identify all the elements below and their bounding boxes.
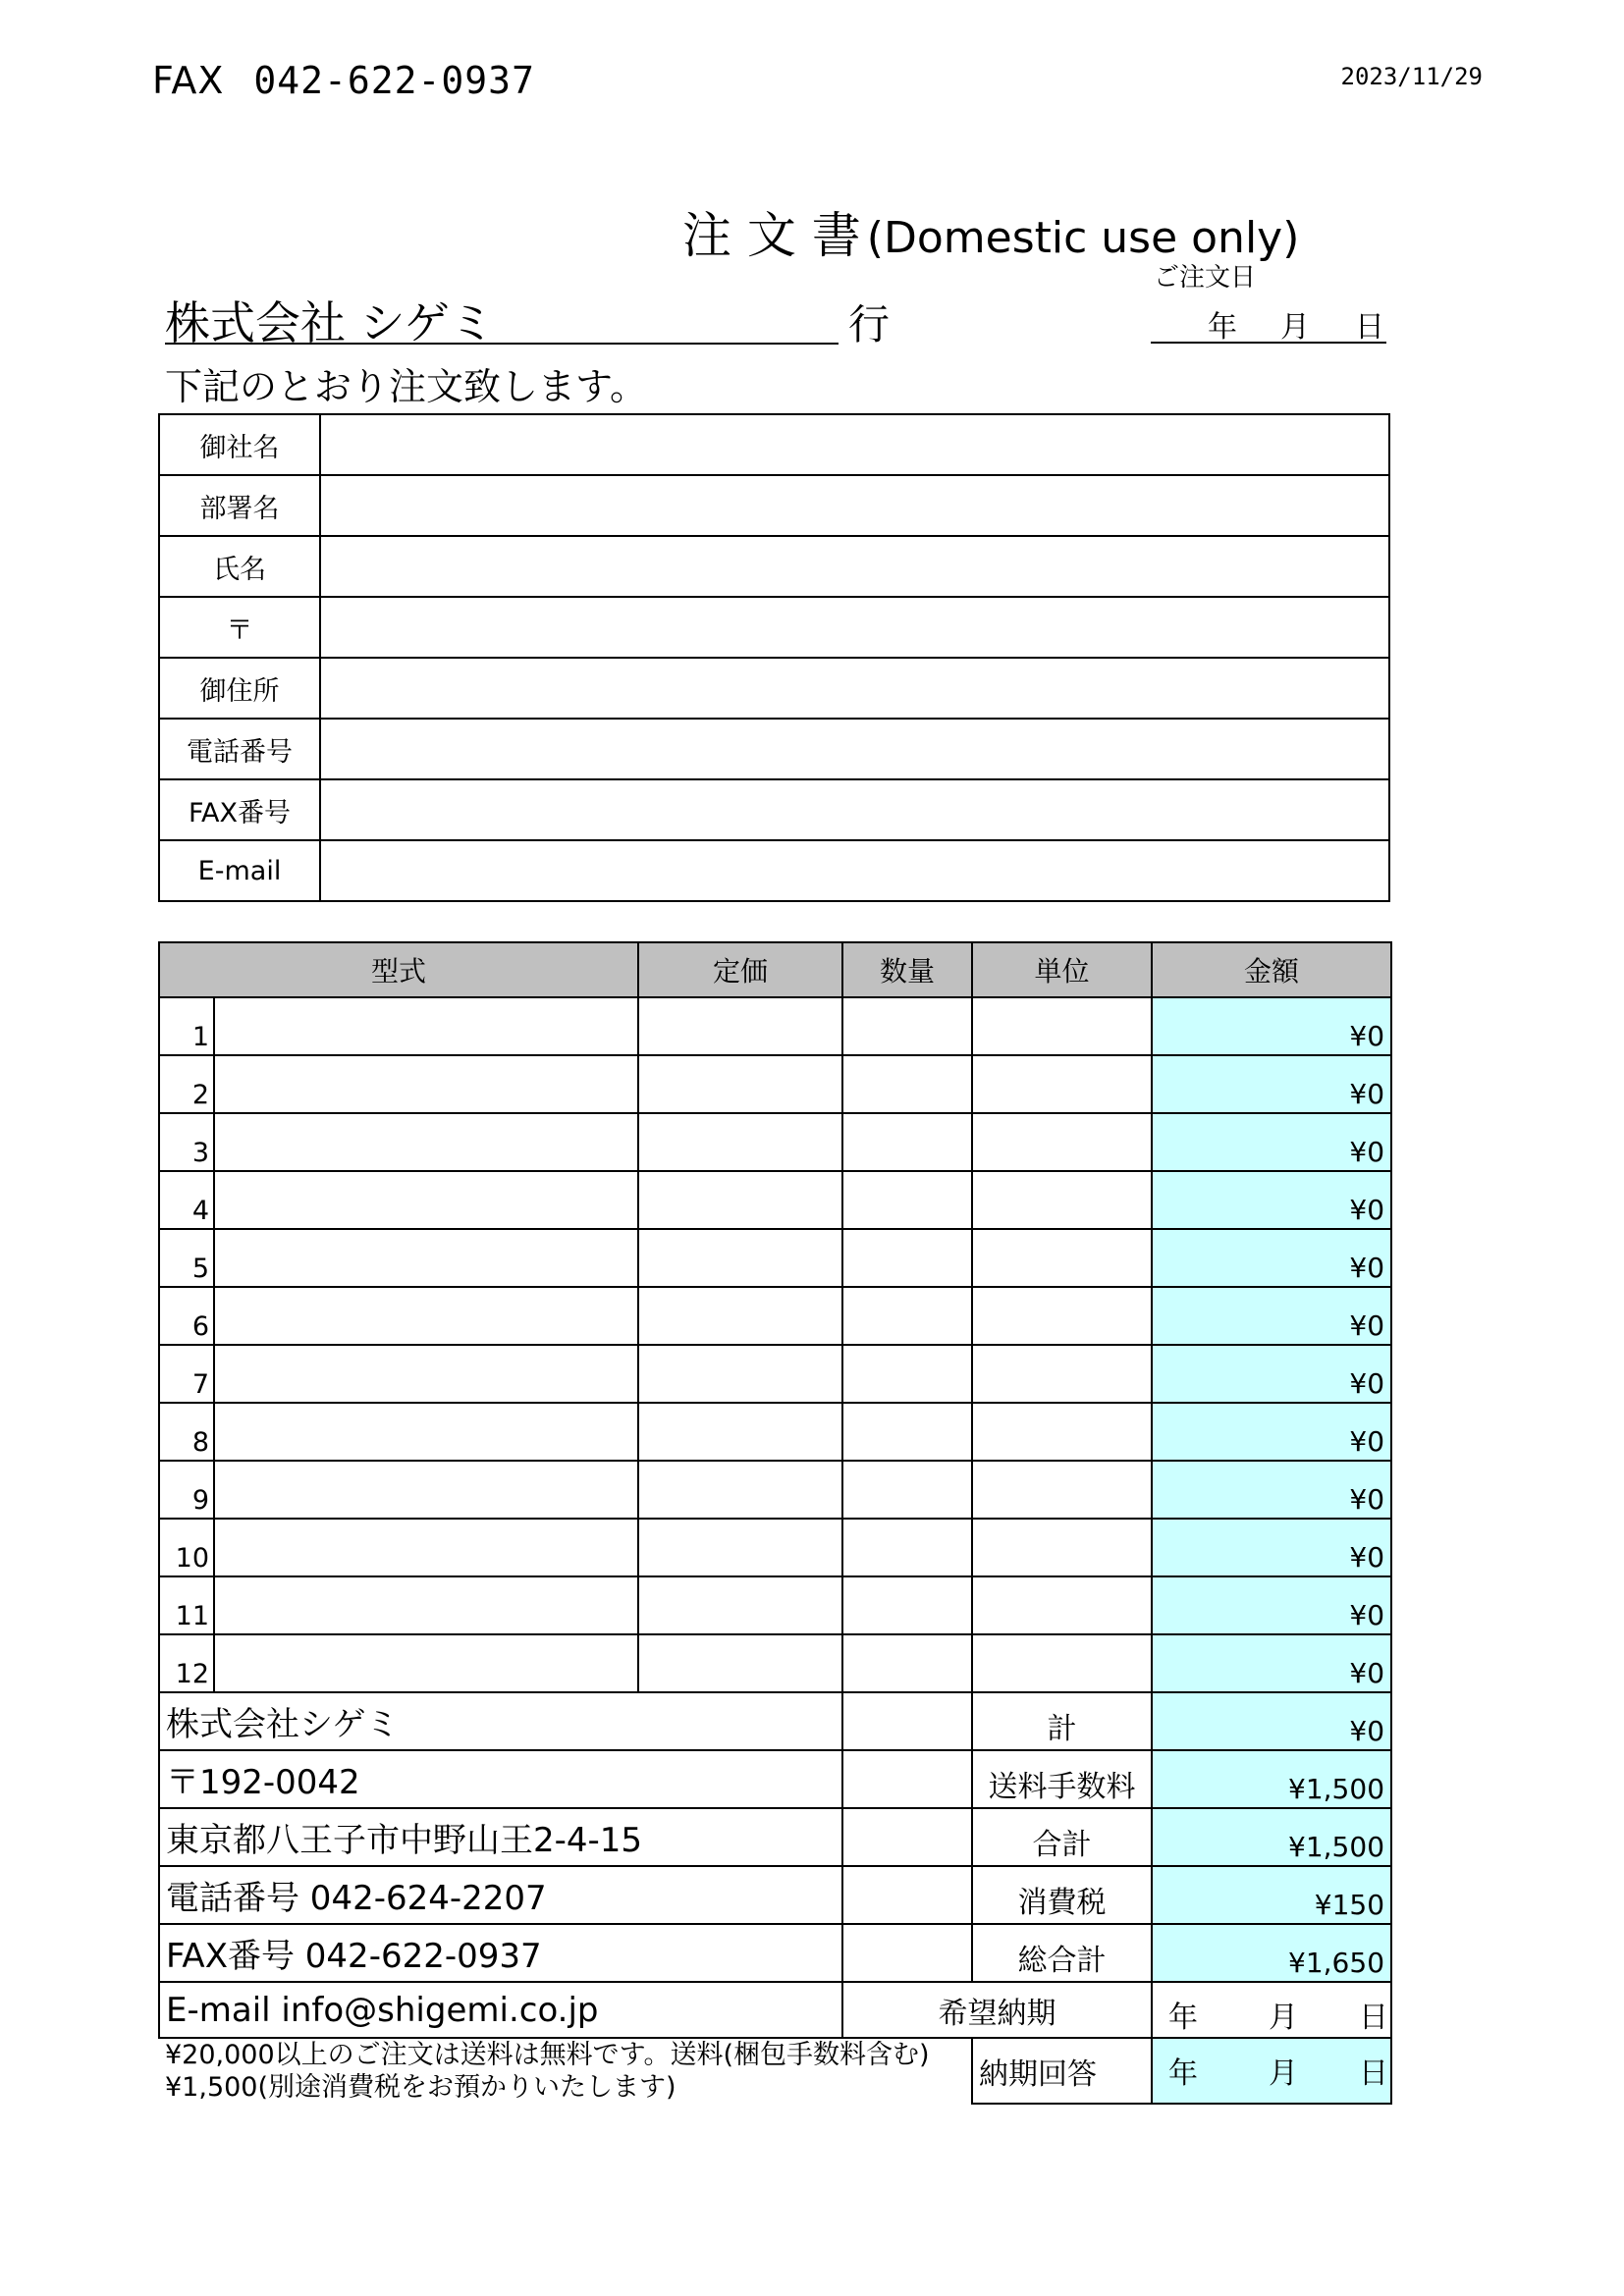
item-amount: ¥0	[1152, 1171, 1391, 1229]
item-unit-input[interactable]	[972, 1576, 1152, 1634]
item-price-input[interactable]	[638, 1113, 842, 1171]
header-amount: 金額	[1152, 942, 1391, 997]
item-qty-input[interactable]	[842, 1519, 972, 1576]
summary-row-tax	[159, 1866, 1391, 1924]
item-number: 6	[159, 1287, 214, 1345]
item-model-input[interactable]	[214, 1287, 638, 1345]
field-fax-input[interactable]	[320, 779, 1389, 840]
item-qty-input[interactable]	[842, 1113, 972, 1171]
header-unit: 単位	[972, 942, 1152, 997]
header-qty: 数量	[842, 942, 972, 997]
item-amount: ¥0	[1152, 1345, 1391, 1403]
field-postal-input[interactable]	[320, 597, 1389, 658]
header-price: 定価	[638, 942, 842, 997]
company-address: 東京都八王子市中野山王2-4-15	[159, 1808, 842, 1866]
desired-year: 年	[1168, 2001, 1199, 2035]
item-qty-input[interactable]	[842, 1634, 972, 1692]
table-row	[159, 997, 1391, 1055]
fax-label: FAX	[152, 59, 225, 102]
item-unit-input[interactable]	[972, 1287, 1152, 1345]
tax-label: 消費税	[972, 1866, 1152, 1924]
item-number: 9	[159, 1461, 214, 1519]
item-unit-input[interactable]	[972, 1055, 1152, 1113]
item-amount: ¥0	[1152, 1287, 1391, 1345]
answer-year: 年	[1168, 2056, 1199, 2091]
subtotal-label: 計	[972, 1692, 1152, 1750]
summary-row-subtotal	[159, 1692, 1391, 1750]
desired-delivery-label: 希望納期	[842, 1982, 1152, 2038]
customer-row	[159, 840, 1389, 901]
item-number: 1	[159, 997, 214, 1055]
field-label-address: 御住所	[159, 658, 320, 719]
item-qty-input[interactable]	[842, 1461, 972, 1519]
order-date-day: 日	[1355, 310, 1384, 345]
item-price-input[interactable]	[638, 1403, 842, 1461]
delivery-answer-field[interactable]	[1152, 2038, 1391, 2104]
company-email: E-mail info@shigemi.co.jp	[159, 1982, 842, 2038]
field-label-company: 御社名	[159, 414, 320, 475]
item-model-input[interactable]	[214, 1171, 638, 1229]
item-qty-input[interactable]	[842, 1171, 972, 1229]
table-row	[159, 1113, 1391, 1171]
table-row	[159, 1576, 1391, 1634]
intro-text: 下記のとおり注文致します。	[165, 365, 647, 408]
item-amount: ¥0	[1152, 1229, 1391, 1287]
item-model-input[interactable]	[214, 1576, 638, 1634]
header-model: 型式	[159, 942, 638, 997]
item-price-input[interactable]	[638, 997, 842, 1055]
item-number: 11	[159, 1576, 214, 1634]
item-qty-input[interactable]	[842, 1345, 972, 1403]
field-address-input[interactable]	[320, 658, 1389, 719]
item-price-input[interactable]	[638, 1461, 842, 1519]
item-unit-input[interactable]	[972, 1403, 1152, 1461]
item-qty-input[interactable]	[842, 1287, 972, 1345]
title-sub: (Domestic use only)	[866, 213, 1300, 263]
item-model-input[interactable]	[214, 1461, 638, 1519]
item-price-input[interactable]	[638, 1055, 842, 1113]
item-number: 3	[159, 1113, 214, 1171]
table-row	[159, 1345, 1391, 1403]
company-name: 株式会社シゲミ	[159, 1692, 842, 1750]
item-qty-input[interactable]	[842, 1055, 972, 1113]
item-unit-input[interactable]	[972, 1171, 1152, 1229]
fax-number: 042-622-0937	[253, 59, 535, 102]
item-number: 7	[159, 1345, 214, 1403]
item-price-input[interactable]	[638, 1634, 842, 1692]
shipping-value: ¥1,500	[1152, 1750, 1391, 1808]
customer-row	[159, 719, 1389, 779]
table-row	[159, 1634, 1391, 1692]
company-phone: 電話番号 042-624-2207	[159, 1866, 842, 1924]
summary-row-total	[159, 1808, 1391, 1866]
order-date-label: ご注文日	[1154, 263, 1257, 293]
item-unit-input[interactable]	[972, 1113, 1152, 1171]
item-unit-input[interactable]	[972, 1634, 1152, 1692]
item-amount: ¥0	[1152, 1519, 1391, 1576]
field-department-input[interactable]	[320, 475, 1389, 536]
item-number: 5	[159, 1229, 214, 1287]
item-price-input[interactable]	[638, 1229, 842, 1287]
item-number: 2	[159, 1055, 214, 1113]
field-phone-input[interactable]	[320, 719, 1389, 779]
item-number: 12	[159, 1634, 214, 1692]
item-price-input[interactable]	[638, 1171, 842, 1229]
answer-month: 月	[1269, 2056, 1299, 2091]
field-label-postal: 〒	[159, 597, 320, 658]
item-amount: ¥0	[1152, 1634, 1391, 1692]
shipping-label: 送料手数料	[972, 1750, 1152, 1808]
item-qty-input[interactable]	[842, 1229, 972, 1287]
item-amount: ¥0	[1152, 1576, 1391, 1634]
items-header-row	[159, 942, 1391, 997]
item-unit-input[interactable]	[972, 1345, 1152, 1403]
table-row	[159, 1055, 1391, 1113]
item-amount: ¥0	[1152, 997, 1391, 1055]
item-amount: ¥0	[1152, 1055, 1391, 1113]
item-unit-input[interactable]	[972, 1229, 1152, 1287]
item-model-input[interactable]	[214, 1403, 638, 1461]
item-unit-input[interactable]	[972, 1519, 1152, 1576]
order-date-year: 年	[1208, 310, 1237, 345]
item-qty-input[interactable]	[842, 1576, 972, 1634]
customer-row	[159, 536, 1389, 597]
desired-day: 日	[1359, 2001, 1389, 2035]
customer-row	[159, 475, 1389, 536]
summary-row-grand-total	[159, 1924, 1391, 1982]
item-model-input[interactable]	[214, 1519, 638, 1576]
item-unit-input[interactable]	[972, 1461, 1152, 1519]
table-row	[159, 1519, 1391, 1576]
title-main: 注 文 書	[682, 207, 861, 264]
customer-info-table	[158, 413, 1390, 902]
table-row	[159, 1171, 1391, 1229]
table-row	[159, 1229, 1391, 1287]
item-unit-input[interactable]	[972, 997, 1152, 1055]
field-label-name: 氏名	[159, 536, 320, 597]
shipping-note: ¥20,000以上のご注文は送料は無料です。送料(梱包手数料含む)¥1,500(別途消費税をお預かりいたします)	[165, 2040, 930, 2103]
item-amount: ¥0	[1152, 1113, 1391, 1171]
item-model-input[interactable]	[214, 1113, 638, 1171]
item-qty-input[interactable]	[842, 1403, 972, 1461]
desired-delivery-field[interactable]	[1152, 1982, 1391, 2038]
field-company-input[interactable]	[320, 414, 1389, 475]
company-postal: 〒192-0042	[159, 1750, 842, 1808]
item-model-input[interactable]	[214, 1345, 638, 1403]
customer-row	[159, 414, 1389, 475]
field-label-fax: FAX番号	[159, 779, 320, 840]
item-number: 8	[159, 1403, 214, 1461]
grand-total-label: 総合計	[972, 1924, 1152, 1982]
item-price-input[interactable]	[638, 1345, 842, 1403]
order-date-month: 月	[1280, 310, 1310, 345]
customer-row	[159, 779, 1389, 840]
company-fax: FAX番号 042-622-0937	[159, 1924, 842, 1982]
order-items-table	[158, 941, 1392, 2105]
fax-header	[152, 59, 535, 102]
item-amount: ¥0	[1152, 1461, 1391, 1519]
item-number: 4	[159, 1171, 214, 1229]
table-row	[159, 1403, 1391, 1461]
answer-day: 日	[1359, 2056, 1389, 2091]
item-price-input[interactable]	[638, 1576, 842, 1634]
customer-row	[159, 658, 1389, 719]
table-row	[159, 1461, 1391, 1519]
document-date: 2023/11/29	[1340, 63, 1483, 90]
total-value: ¥1,500	[1152, 1808, 1391, 1866]
field-label-phone: 電話番号	[159, 719, 320, 779]
addressee-suffix: 行	[848, 300, 891, 348]
item-model-input[interactable]	[214, 997, 638, 1055]
item-price-input[interactable]	[638, 1519, 842, 1576]
tax-value: ¥150	[1152, 1866, 1391, 1924]
addressee-name: 株式会社 シゲミ	[165, 288, 839, 345]
item-price-input[interactable]	[638, 1287, 842, 1345]
grand-total-value: ¥1,650	[1152, 1924, 1391, 1982]
total-label: 合計	[972, 1808, 1152, 1866]
customer-row	[159, 597, 1389, 658]
delivery-desired-row	[159, 1982, 1391, 2038]
item-model-input[interactable]	[214, 1229, 638, 1287]
field-name-input[interactable]	[320, 536, 1389, 597]
delivery-answer-row	[159, 2038, 1391, 2104]
item-number: 10	[159, 1519, 214, 1576]
delivery-answer-label: 納期回答	[972, 2038, 1152, 2104]
desired-month: 月	[1269, 2001, 1299, 2035]
item-model-input[interactable]	[214, 1055, 638, 1113]
item-model-input[interactable]	[214, 1634, 638, 1692]
table-row	[159, 1287, 1391, 1345]
summary-row-shipping	[159, 1750, 1391, 1808]
item-qty-input[interactable]	[842, 997, 972, 1055]
order-date-field[interactable]	[1151, 302, 1386, 344]
item-amount: ¥0	[1152, 1403, 1391, 1461]
field-label-email: E-mail	[159, 840, 320, 901]
field-email-input[interactable]	[320, 840, 1389, 901]
field-label-department: 部署名	[159, 475, 320, 536]
subtotal-value: ¥0	[1152, 1692, 1391, 1750]
